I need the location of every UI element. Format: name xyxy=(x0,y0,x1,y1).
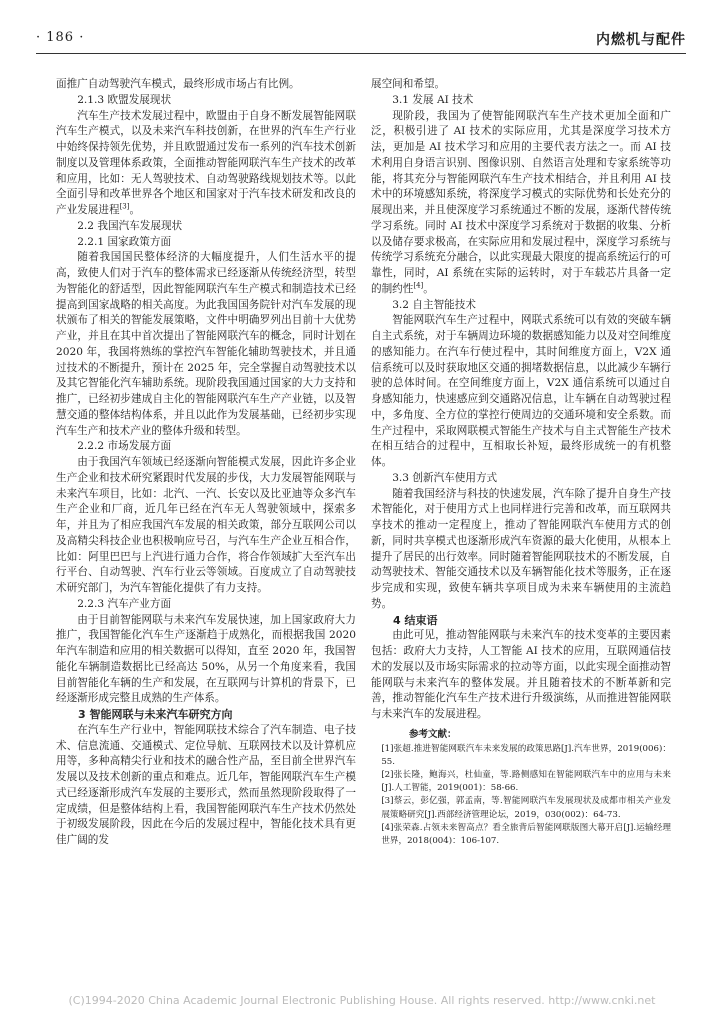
paragraph: 智能网联汽车生产过程中，网联式系统可以有效的突破车辆自主式系统，对于车辆周边环境的数据感知能力以及对空间维度的感知能力。在汽车行使过程中，其时间维度方面上，V2X 通信系统可以及时获取地区交通的拥堵数据信息，以此减少车辆行驶的总体时间。在空间维度方面上，V2X 通信系统可以通过自身感知能力，快速感应到交通路况信息，让车辆在自动驾驶过程中，多角度、全方位的掌控行使周边的交通环境和安全系数。而生产过程中，采取网联模式智能生产技术与自主式智能生产技术在相互结合的过程中，互相取长补短，最终形成统一的有机整体。 xyxy=(371,314,671,468)
section-heading-2-2-2: 2.2.2 市场发展方面 xyxy=(77,440,172,453)
reference-item: [4]张荣森.占领未来智高点？看全旅背后智能网联版图大幕开启[J].运输经理世界，2018(004)：106-107. xyxy=(381,822,671,846)
reference-item: [1]张超.推进智能网联汽车未来发展的政策思路[J].汽车世界，2019(006)：55. xyxy=(381,743,671,767)
paragraph: 由于目前智能网联与未来汽车发展快速，加上国家政府大力推广，我国智能化汽车生产逐渐趋于成熟化，而根据我国 2020 年汽车制造和应用的相关数据可以得知，直至 2020 年，我国智能化车辆制造数据比已经高达 50%，从另一个角度来看，我国目前智能化车辆的生产和发展，在互联网与计算机的背景下，已经逐渐形成完整且成熟的生产体系。 xyxy=(56,613,356,705)
paragraph: 在汽车生产行业中，智能网联技术综合了汽车制造、电子技术、信息流通、交通模式、定位导航、互联网技术以及计算机应用等，多种高精尖行业和技术的融合性产品，至目前全世界汽车发展以及技术创新的重点和难点。近几年，智能网联汽车生产模式已经逐渐形成汽车发展的主要形式，然而虽然现阶段取得了一定成绩，但是整体结构上看，我国智能网联汽车生产技术仍然处于初级发展阶段，因此在今后的发展过程中，智能化技术具有更佳广阔的发 xyxy=(56,723,356,846)
reference-item: [3]蔡云，彭亿强，郭孟南，等.智能网联汽车发展现状及成都市相关产业发展策略研究[J].西部经济管理论坛，2019，030(002)：64-73. xyxy=(381,796,671,820)
section-heading-3-3: 3.3 创新汽车使用方式 xyxy=(392,471,498,484)
paragraph: 展空间和希望。 xyxy=(371,78,446,90)
left-column xyxy=(56,77,356,849)
header-rule xyxy=(36,53,686,54)
section-heading-2-1-3: 2.1.3 欧盟发展现状 xyxy=(77,93,172,106)
journal-title: 内燃机与配件 xyxy=(596,32,686,48)
right-column xyxy=(371,77,671,848)
section-heading-3: 3 智能网联与未来汽车研究方向 xyxy=(78,708,233,721)
references-title: 参考文献： xyxy=(409,728,457,740)
paragraph: 汽车生产技术发展过程中，欧盟由于自身不断发展智能网联汽车生产模式，以及未来汽车科技创新，在世界的汽车生产行业中始终保持领先优势，并且欧盟通过发布一系列的汽车技术创新制度以及管理体系政策，全面推动智能网联汽车生产技术的改革和应用，比如：无人驾驶技术、自动驾驶路线规划技术等。以此全面引导和改革世界各个地区和国家对于汽车技术研发和改良的产业发展进程[3]。 xyxy=(56,109,356,216)
paragraph: 面推广自动驾驶汽车模式，最终形成市场占有比例。 xyxy=(56,78,300,90)
paragraph: 现阶段，我国为了使智能网联汽车生产技术更加全面和广泛，积极引进了 AI 技术的实际应用，尤其是深度学习技术方法，更加是 AI 技术学习和应用的主要代表方法之一。而 AI 技术利用自身语言识别、图像识别、自然语言处理和专家系统等功能，将其充分与智能网联汽车生产技术相结合，并且利用 AI 技术中的环境感知系统，将深度学习模式的实际优势和长处充分的展现出来，并且使深度学习系统通过不断的发展，逐渐代替传统学习系统。同时 AI 技术中深度学习系统对于数据的收集、分析以及储存要求极高，在实际应用和发展过程中，深度学习系统与传统学习系统充分融合，以此实现最大限度的提高系统运行的可靠性，同时，AI 系统在实际的运转时，对于车载芯片具备一定的制约性[4]。 xyxy=(371,109,671,295)
page-number: · 186 · xyxy=(36,30,85,45)
section-heading-2-2-1: 2.2.1 国家政策方面 xyxy=(77,235,172,248)
paragraph: 随着我国经济与科技的快速发展，汽车除了提升自身生产技术智能化，对于使用方式上也同样进行完善和改革，而互联网共享技术的推动一定程度上，推动了智能网联汽车使用方式的创新，同时共享模式也逐渐形成汽车资源的最大化使用，从根本上提升了居民的出行效率。同时随着智能网联技术的不断发展，自动驾驶技术、智能交通技术以及车辆智能化技术等服务，正在逐步完成和实现，致使车辆共享项目成为未来车辆使用的主流趋势。 xyxy=(371,487,671,610)
paragraph: 由于我国汽车领域已经逐渐向智能模式发展，因此许多企业生产企业和技术研究紧跟时代发展的步伐，大力发展智能网联与未来汽车项目，比如：北汽、一汽、长安以及比亚迪等众多汽车生产企业和厂商，近几年已经在汽车无人驾驶领域中，探索多年，并且为了相应我国汽车发展的相关政策，部分互联网公司以及高精尖科技企业也积极响应号召，与汽车生产企业互相合作，比如：阿里巴巴与上汽进行通力合作，将合作领域扩大至汽车出行平台、自动驾驶、汽车行业云等领域。百度成立了自动驾驶技术研究部门，为汽车智能化提供了有力支持。 xyxy=(56,456,356,594)
section-heading-2-2: 2.2 我国汽车发展现状 xyxy=(77,219,183,232)
section-heading-3-1: 3.1 发展 AI 技术 xyxy=(392,93,474,106)
reference-item: [2]张长隆，鲍海兴，杜仙童，等.路侧感知在智能网联汽车中的应用与未来[J].人工智能，2019(001)：58-66. xyxy=(381,769,671,794)
paragraph: 随着我国国民整体经济的大幅度提升，人们生活水平的提高，致使人们对于汽车的整体需求已经逐渐从传统经济型，转型为智能化的舒适型，因此智能网联汽车生产模式和制造技术已经提高到国家战略的相关高度。为此我国国务院针对汽车发展的现状颁布了相关的智能发展策略，文件中明确罗列出目前十大优势产业，并且在其中首次提出了智能网联汽车的概念，同时计划在 2020 年，我国将熟练的掌控汽车智能化辅助驾驶技术，并且通过技术的不断提升，预计在 2025 年，完全掌握自动驾驶技术以及其它智能化汽车辅助系统。现阶段我国通过国家的大力支持和推广，已经初步建成自主化的智能网联汽车生产产业链，以及智慧交通的整体结构体系，并且以此作为发展基础，已经初步实现汽车生产和技术产业的整体升级和转型。 xyxy=(56,251,356,437)
citation-ref[interactable]: [4] xyxy=(413,281,424,290)
copyright-footer: (C)1994-2020 China Academic Journal Electronic Publishing House. All rights reserved. http://www.cnki.net xyxy=(68,994,656,1007)
section-heading-3-2: 3.2 自主智能技术 xyxy=(392,298,476,311)
section-heading-4: 4 结束语 xyxy=(393,613,438,627)
citation-ref[interactable]: [3] xyxy=(119,202,130,211)
section-heading-2-2-3: 2.2.3 汽车产业方面 xyxy=(77,597,172,610)
paragraph: 由此可见，推动智能网联与未来汽车的技术变革的主要因素包括：政府大力支持，人工智能 AI 技术的应用，互联网通信技术的发展以及市场实际需求的拉动等方面，以此实现全面推动智能网联与未来汽车的整体发展。并且随着技术的不断革新和完善，推动智能化汽车生产技术进行升级演练，从而推进智能网联与未来汽车的发展进程。 xyxy=(371,629,671,720)
page-header xyxy=(36,30,686,50)
